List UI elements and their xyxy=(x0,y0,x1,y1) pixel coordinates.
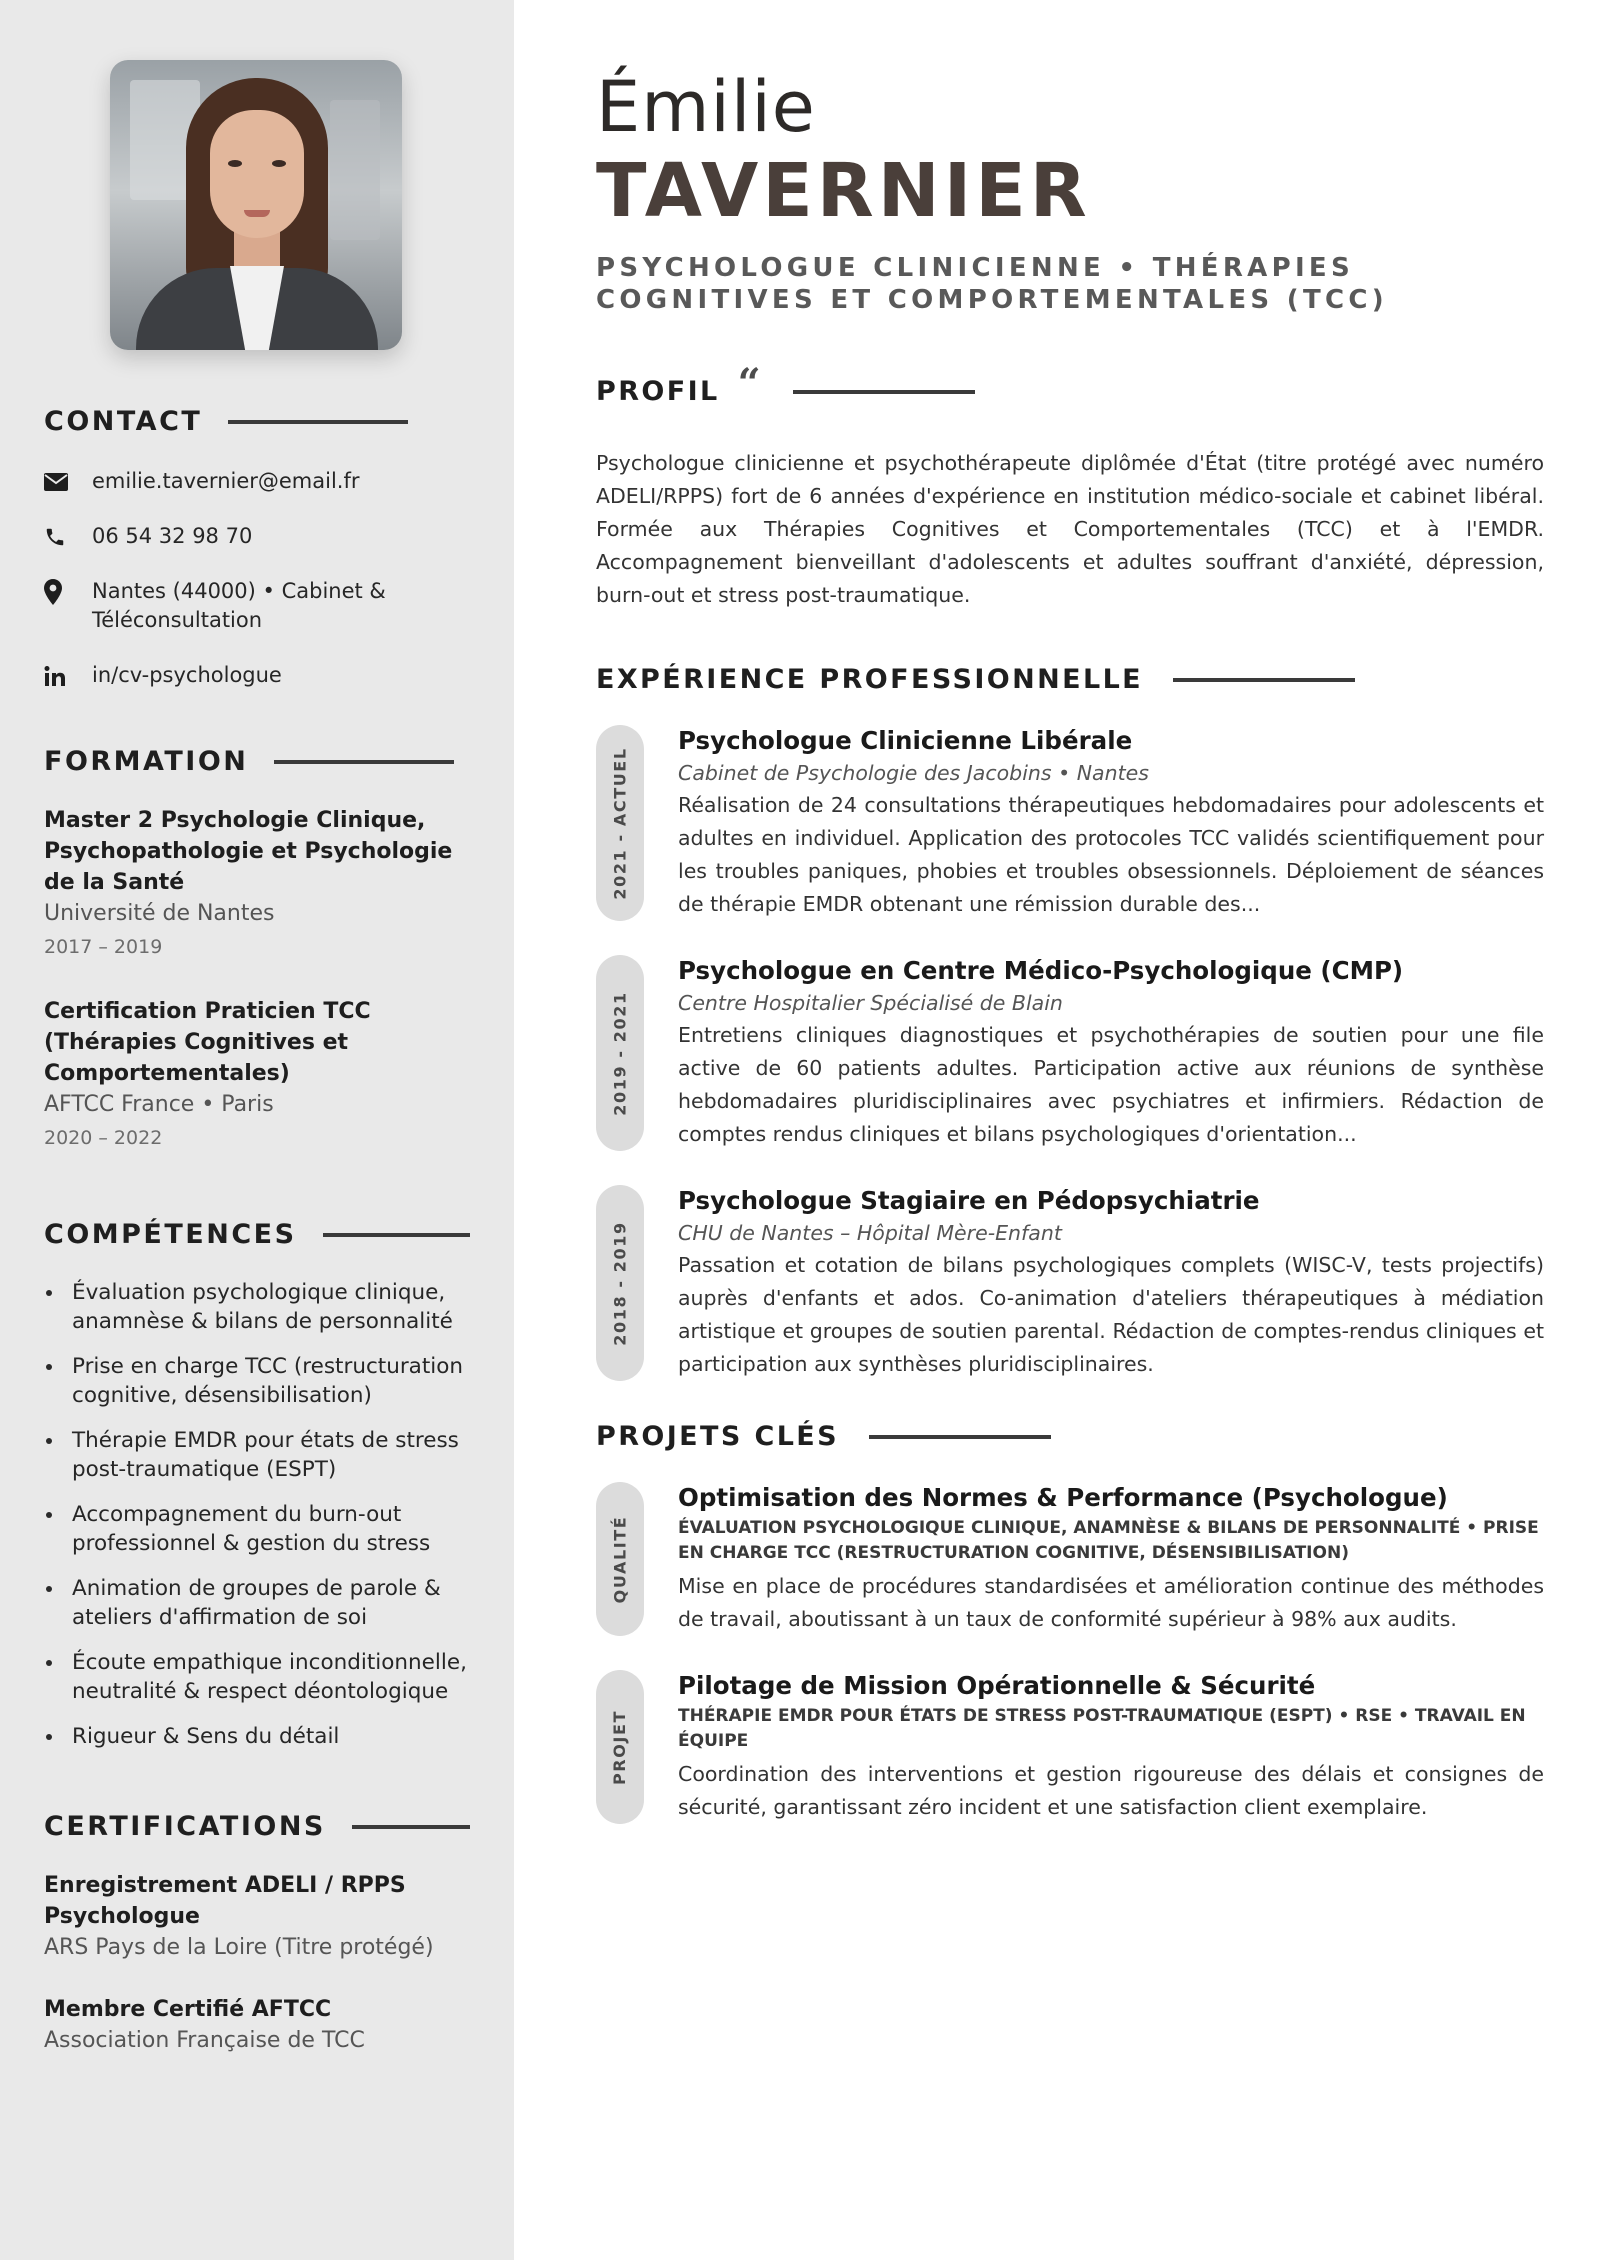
project-title: Pilotage de Mission Opérationnelle & Sécurité xyxy=(678,1671,1316,1700)
profil-heading-text: PROFIL xyxy=(596,376,720,407)
project-tag-pill xyxy=(596,1670,644,1824)
headline-line: COGNITIVES ET COMPORTEMENTALES (TCC) xyxy=(596,285,1388,315)
project-item xyxy=(596,1670,1544,1824)
main-content xyxy=(596,0,1544,1824)
certification-title: Enregistrement ADELI / RPPS Psychologue xyxy=(44,1873,406,1929)
linkedin-text: in/cv-psychologue xyxy=(92,663,282,687)
certification-org: ARS Pays de la Loire (Titre protégé) xyxy=(44,1935,434,1960)
project-description: Mise en place de procédures standardisées et amélioration continue des méthodes de travail, aboutissant à un taux de conformité supérieur à 98% aux audits. xyxy=(678,1574,1544,1631)
project-tag: PROJET xyxy=(610,1709,630,1785)
job-description: Passation et cotation de bilans psychologiques complets (WISC-V, tests projectifs) auprès d'enfants et ados. Co-animation d'ateliers thérapeutiques à médiation artistique et groupes de soutien parental. Rédaction de comptes-rendus cliniques et participation aux synthèses pluridisciplinaires. xyxy=(678,1253,1544,1376)
last-name: TAVERNIER xyxy=(596,148,1091,234)
job-title: Psychologue Clinicienne Libérale xyxy=(678,726,1133,755)
competences-heading-text: COMPÉTENCES xyxy=(44,1219,297,1250)
period-text: 2018 - 2019 xyxy=(610,1220,630,1346)
school-name: Université de Nantes xyxy=(44,901,275,926)
formation-heading-text: FORMATION xyxy=(44,746,249,777)
experience-list xyxy=(596,725,1544,1381)
skill-item: Accompagnement du burn-out professionnel & gestion du stress xyxy=(44,1500,470,1558)
certifications-heading-text: CERTIFICATIONS xyxy=(44,1811,326,1842)
sidebar xyxy=(0,0,514,2260)
degree-title: Certification Praticien TCC (Thérapies Cognitives et Comportementales) xyxy=(44,999,371,1086)
heading-rule xyxy=(793,390,975,394)
projects-heading-text: PROJETS CLÉS xyxy=(596,1421,839,1452)
experience-body xyxy=(678,955,1544,1151)
skills-list xyxy=(44,1278,470,1751)
employer: Cabinet de Psychologie des Jacobins • Nantes xyxy=(678,761,1149,785)
period-text: 2021 - ACTUEL xyxy=(610,746,630,900)
project-tag-pill xyxy=(596,1482,644,1636)
certifications-heading xyxy=(44,1811,470,1842)
phone-text: 06 54 32 98 70 xyxy=(92,524,253,548)
projects-heading xyxy=(596,1421,1544,1452)
location-text: Nantes (44000) • Cabinet & Téléconsultation xyxy=(92,579,386,632)
heading-rule xyxy=(228,420,408,424)
first-name: Émilie xyxy=(596,66,816,148)
certification-item xyxy=(44,1994,470,2057)
linkedin-icon xyxy=(44,661,92,690)
period-text: 2019 - 2021 xyxy=(610,990,630,1116)
period-pill xyxy=(596,1185,644,1381)
skill-item: Thérapie EMDR pour états de stress post-traumatique (ESPT) xyxy=(44,1426,470,1484)
contact-list xyxy=(44,467,470,690)
contact-location xyxy=(44,577,470,635)
location-pin-icon xyxy=(44,577,92,606)
contact-linkedin[interactable] xyxy=(44,661,470,690)
experience-heading xyxy=(596,664,1544,695)
heading-rule xyxy=(869,1435,1051,1439)
job-title: Psychologue Stagiaire en Pédopsychiatrie xyxy=(678,1186,1260,1215)
email-text: emilie.tavernier@email.fr xyxy=(92,469,360,493)
project-tag: QUALITÉ xyxy=(610,1515,630,1603)
formation-heading xyxy=(44,746,470,777)
heading-rule xyxy=(352,1825,470,1829)
experience-item xyxy=(596,955,1544,1151)
education-item xyxy=(44,996,470,1153)
period-pill xyxy=(596,725,644,921)
education-dates: 2017 – 2019 xyxy=(44,936,163,958)
period-pill xyxy=(596,955,644,1151)
certification-title: Membre Certifié AFTCC xyxy=(44,1997,332,2022)
contact-heading xyxy=(44,406,470,437)
profil-text: Psychologue clinicienne et psychothérapeute diplômée d'État (titre protégé avec numéro ADELI/RPPS) fort de 6 années d'expérience en institution médico-sociale et cabinet libéral. Formée aux Thérapies Cognitives et Comportementales (TCC) et à l'EMDR. Accompagnement bienveillant d'adolescents et adultes souffrant d'anxiété, dépression, burn-out et stress post-traumatique. xyxy=(596,451,1544,607)
skill-item: Animation de groupes de parole & ateliers d'affirmation de soi xyxy=(44,1574,470,1632)
contact-heading-text: CONTACT xyxy=(44,406,203,437)
headline-line: PSYCHOLOGUE CLINICIENNE • THÉRAPIES xyxy=(596,253,1355,283)
certification-org: Association Française de TCC xyxy=(44,2028,365,2053)
education-item xyxy=(44,805,470,962)
skill-item: Évaluation psychologique clinique, anamnèse & bilans de personnalité xyxy=(44,1278,470,1336)
employer: CHU de Nantes – Hôpital Mère-Enfant xyxy=(678,1221,1062,1245)
degree-title: Master 2 Psychologie Clinique, Psychopathologie et Psychologie de la Santé xyxy=(44,808,453,895)
experience-item xyxy=(596,725,1544,921)
education-dates: 2020 – 2022 xyxy=(44,1127,163,1149)
job-title: Psychologue en Centre Médico-Psychologique (CMP) xyxy=(678,956,1404,985)
project-body xyxy=(678,1482,1544,1636)
contact-phone[interactable] xyxy=(44,522,470,551)
skill-item: Prise en charge TCC (restructuration cognitive, désensibilisation) xyxy=(44,1352,470,1410)
heading-rule xyxy=(1173,678,1355,682)
profile-photo xyxy=(110,60,402,350)
school-name: AFTCC France • Paris xyxy=(44,1092,274,1117)
projects-list xyxy=(596,1482,1544,1824)
quote-icon: “ xyxy=(737,359,764,407)
headline xyxy=(596,252,1544,316)
experience-body xyxy=(678,1185,1544,1381)
project-keywords: ÉVALUATION PSYCHOLOGIQUE CLINIQUE, ANAMNÈSE & BILANS DE PERSONNALITÉ • PRISE EN CHARGE TCC (RESTRUCTURATION COGNITIVE, DÉSENSIBILISATION) xyxy=(678,1518,1539,1563)
experience-body xyxy=(678,725,1544,921)
skill-item: Écoute empathique inconditionnelle, neutralité & respect déontologique xyxy=(44,1648,470,1706)
project-body xyxy=(678,1670,1544,1824)
competences-heading xyxy=(44,1219,470,1250)
certification-item xyxy=(44,1870,470,1964)
project-description: Coordination des interventions et gestion rigoureuse des délais et consignes de sécurité, garantissant zéro incident et une satisfaction client exemplaire. xyxy=(678,1762,1544,1819)
envelope-icon xyxy=(44,467,92,496)
profil-heading xyxy=(596,359,1544,407)
employer: Centre Hospitalier Spécialisé de Blain xyxy=(678,991,1063,1015)
project-title: Optimisation des Normes & Performance (Psychologue) xyxy=(678,1483,1448,1512)
project-keywords: THÉRAPIE EMDR POUR ÉTATS DE STRESS POST-TRAUMATIQUE (ESPT) • RSE • TRAVAIL EN ÉQUIPE xyxy=(678,1706,1526,1751)
skill-item: Rigueur & Sens du détail xyxy=(44,1722,470,1751)
project-item xyxy=(596,1482,1544,1636)
experience-item xyxy=(596,1185,1544,1381)
experience-heading-text: EXPÉRIENCE PROFESSIONNELLE xyxy=(596,664,1144,695)
contact-email[interactable] xyxy=(44,467,470,496)
heading-rule xyxy=(323,1233,470,1237)
job-description: Entretiens cliniques diagnostiques et psychothérapies de soutien pour une file active de 60 patients adultes. Participation active aux réunions de synthèse hebdomadaires pluridisciplinaires avec psychiatres et infirmiers. Rédaction de comptes rendus cliniques et bilans psychologiques d'orientation... xyxy=(678,1023,1544,1146)
phone-icon xyxy=(44,522,92,551)
heading-rule xyxy=(274,760,454,764)
job-description: Réalisation de 24 consultations thérapeutiques hebdomadaires pour adolescents et adultes en individuel. Application des protocoles TCC validés scientifiquement pour les troubles paniques, phobies et troubles obsessionnels. Déploiement de séances de thérapie EMDR obtenant une rémission durable des... xyxy=(678,793,1544,916)
